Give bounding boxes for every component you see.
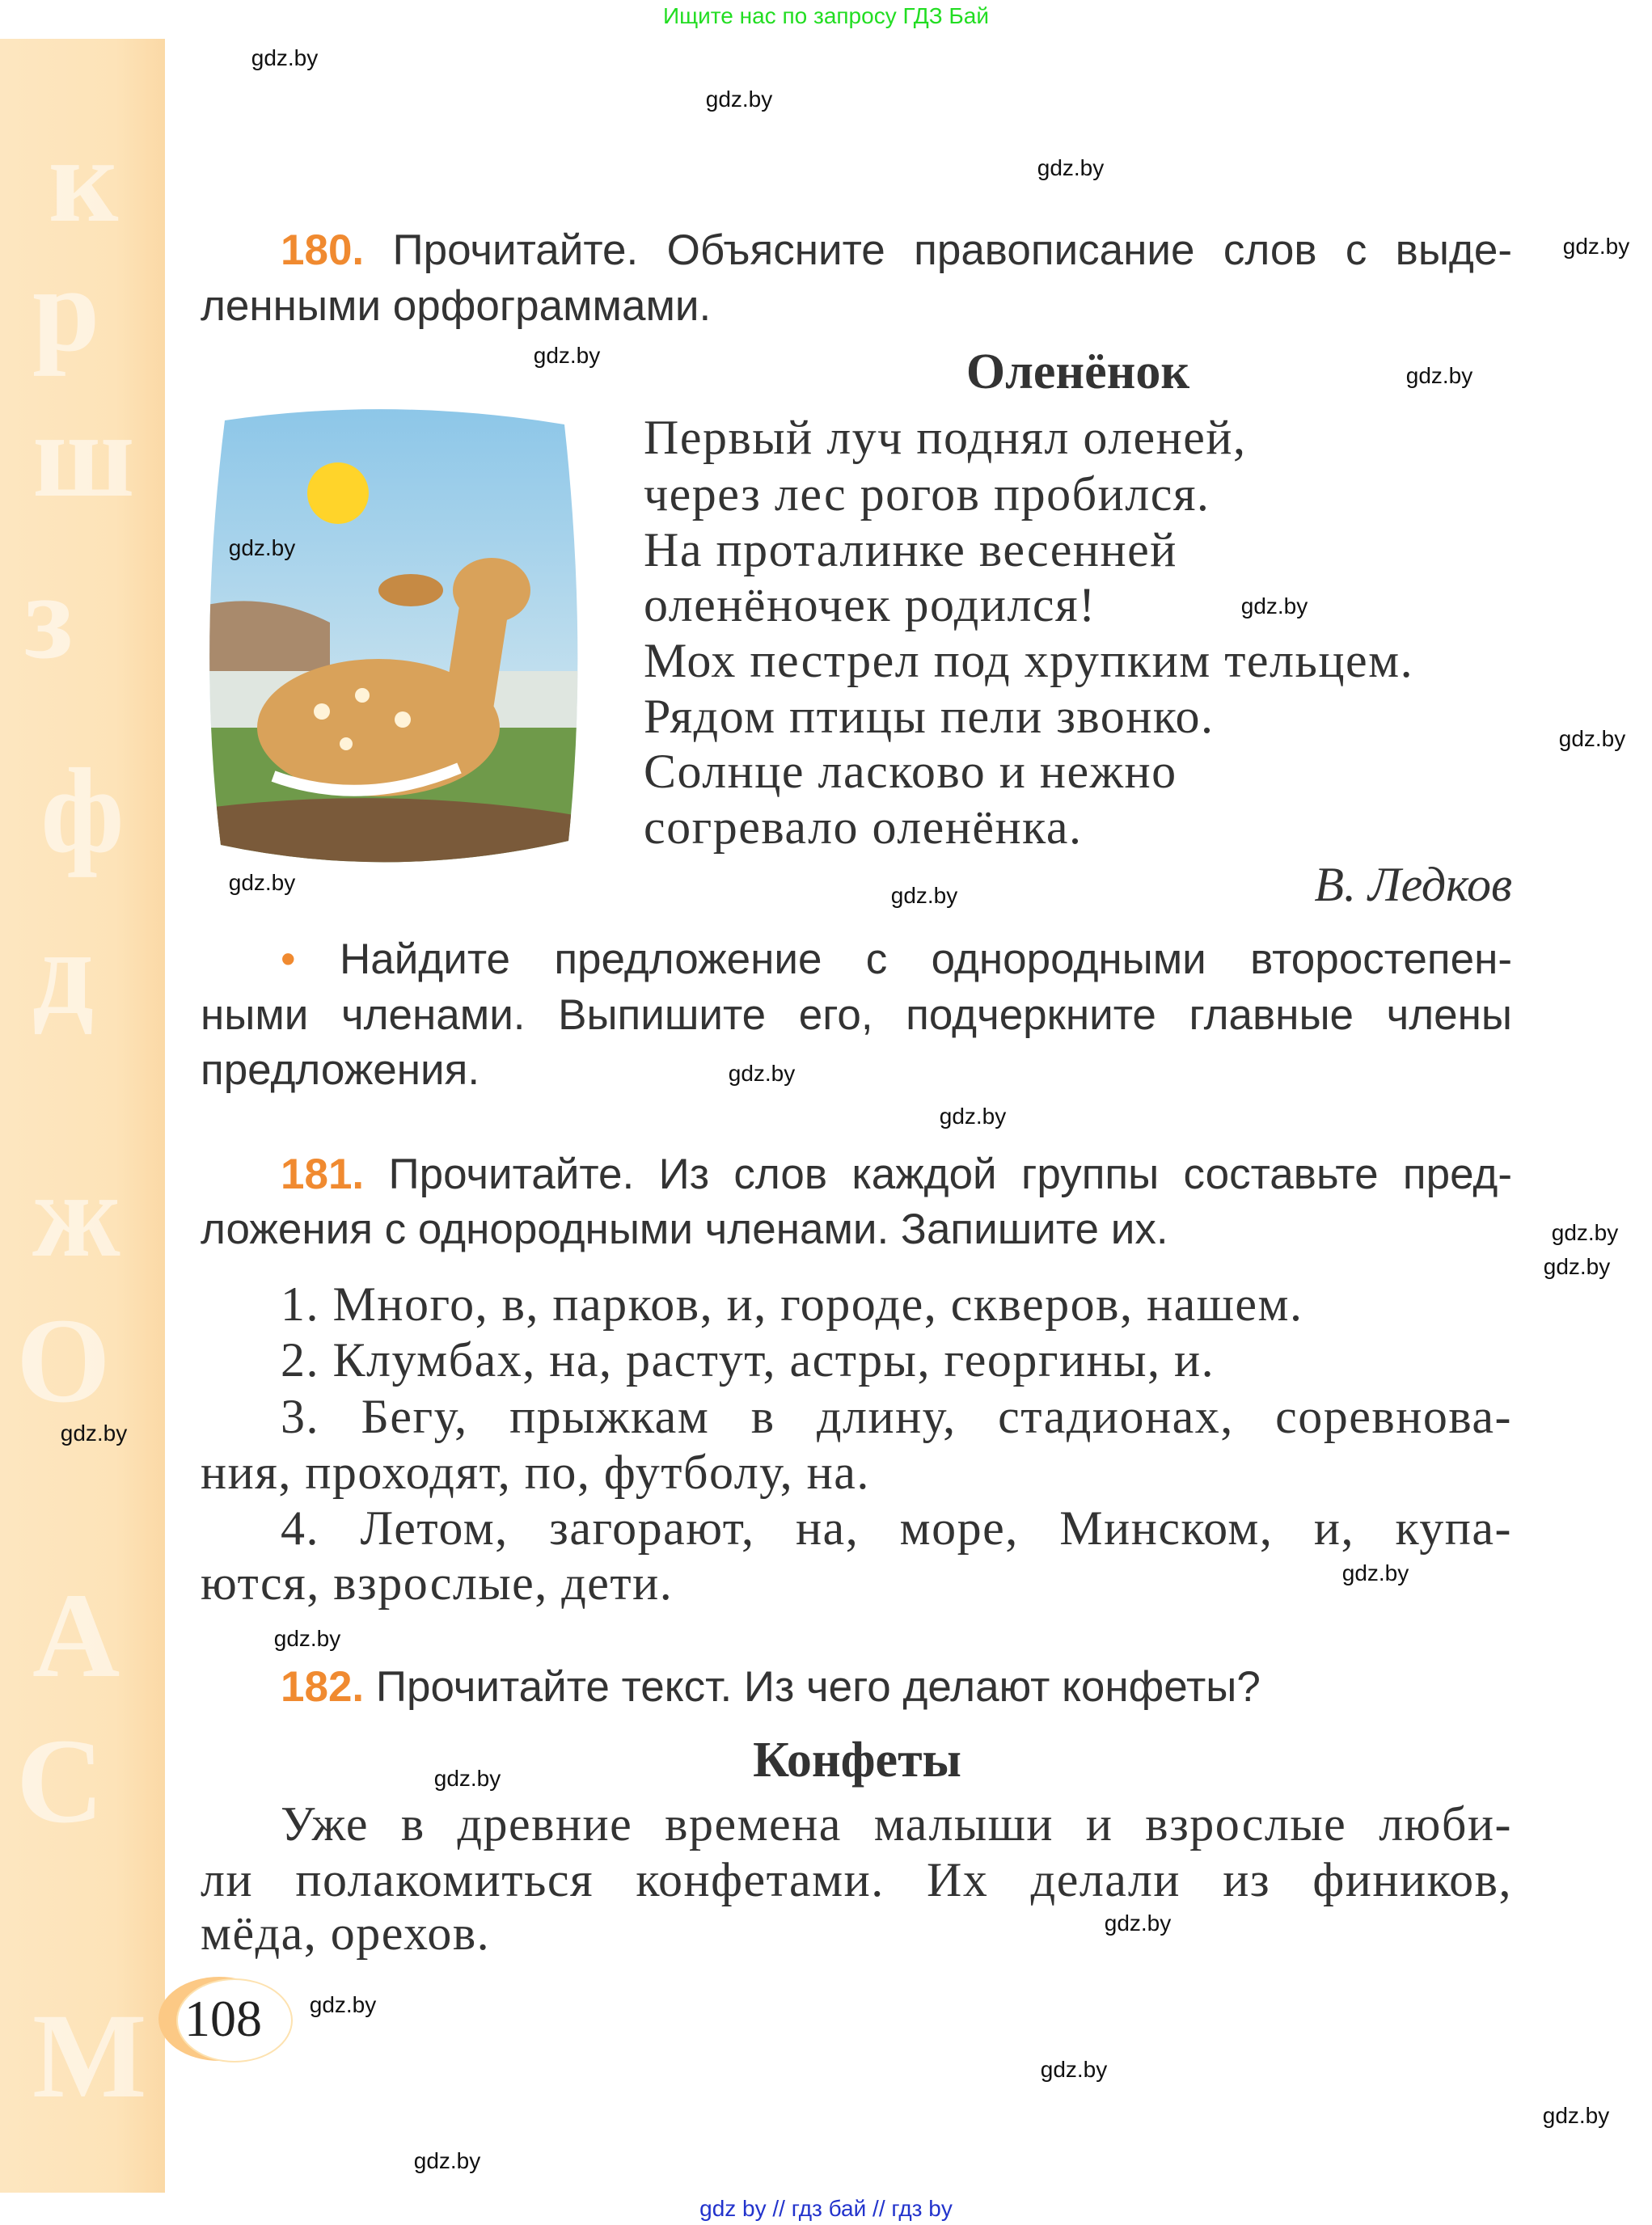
- ex181-item-1: 1. Много, в, парков, и, городе, скверов, нашем.: [281, 1277, 1303, 1331]
- poem-author: В. Ледков: [1314, 858, 1512, 911]
- watermark: gdz.by: [1341, 1560, 1409, 1585]
- watermark: gdz.by: [60, 1421, 128, 1446]
- ex181-item-4: 4. Летом, загорают, на, море, Минском, и, купа-: [281, 1501, 1512, 1555]
- ex180-instruction-line-2: ленными орфограммами.: [201, 282, 712, 330]
- ex181-text-1: Прочитайте. Из слов каждой группы составьте пред-: [388, 1150, 1512, 1198]
- watermark: gdz.by: [1543, 1254, 1611, 1279]
- page-number-badge: [158, 1977, 296, 2061]
- watermark: gdz.by: [890, 883, 958, 908]
- watermark: gdz.by: [1037, 155, 1105, 180]
- poem-title: Оленёнок: [965, 344, 1190, 399]
- watermark: gdz.by: [1240, 593, 1308, 619]
- ex181-instruction-line-1: [281, 1146, 1512, 1203]
- poem-line: Первый луч поднял оленей,: [644, 411, 1247, 464]
- watermark: gdz.by: [728, 1061, 796, 1086]
- page-number: 108: [184, 1990, 262, 2047]
- ex180-task-line-3: предложения.: [201, 1046, 480, 1094]
- watermark: gdz.by: [1405, 363, 1473, 388]
- watermark: gdz.by: [1040, 2057, 1108, 2082]
- text-title: Конфеты: [753, 1733, 961, 1788]
- poem-line: оленёночек родился!: [644, 578, 1096, 631]
- ex182-text-line-3: мёда, орехов.: [201, 1906, 491, 1960]
- ex182-text-line-2: ли полакомиться конфетами. Их делали из фиников,: [201, 1853, 1512, 1906]
- ex181-item-4-cont: ются, взрослые, дети.: [201, 1556, 674, 1610]
- watermark: gdz.by: [533, 343, 601, 368]
- watermark: gdz.by: [433, 1766, 501, 1791]
- watermark: gdz.by: [309, 1992, 377, 2017]
- search-hint: Ищите нас по запросу ГДЗ Бай: [662, 3, 990, 28]
- footer-links[interactable]: gdz by // гдз бай // гдз by: [699, 2196, 953, 2221]
- ex180-text-1: Прочитайте. Объясните правописание слов с выде-: [392, 226, 1512, 274]
- ex182-number: 182.: [281, 1663, 365, 1711]
- ex181-item-3-cont: ния, проходят, по, футболу, на.: [201, 1446, 870, 1499]
- alphabet-sidebar: к р ш з ф д ж О А С М: [0, 39, 165, 2193]
- watermark: gdz.by: [1558, 726, 1626, 751]
- watermark: gdz.by: [705, 87, 773, 112]
- ex180-task-line-1: [281, 931, 1512, 988]
- watermark: gdz.by: [228, 870, 296, 895]
- poem-line: На проталинке весенней: [644, 523, 1177, 576]
- poem-line: согревало оленёнка.: [644, 800, 1083, 854]
- watermark: gdz.by: [228, 535, 296, 560]
- watermark: gdz.by: [273, 1626, 341, 1651]
- watermark: gdz.by: [939, 1104, 1007, 1129]
- ex180-task-text-1: Найдите предложение с однородными второстепен-: [339, 935, 1512, 983]
- watermark: gdz.by: [1562, 234, 1630, 259]
- poem-line: Солнце ласково и нежно: [644, 745, 1177, 798]
- ex182-text: Прочитайте текст. Из чего делают конфеты?: [375, 1663, 1261, 1711]
- ex180-task-line-2: ными членами. Выпишите его, подчеркните главные члены: [201, 991, 1512, 1039]
- ex181-item-3: 3. Бегу, прыжкам в длину, стадионах, соревнова-: [281, 1390, 1512, 1443]
- watermark: gdz.by: [251, 45, 319, 70]
- ex182-instruction: [281, 1659, 1261, 1716]
- poem-line: Рядом птицы пели звонко.: [644, 690, 1215, 743]
- ex182-text-line-1: Уже в древние времена малыши и взрослые люби-: [281, 1797, 1512, 1851]
- ex181-item-2: 2. Клумбах, на, растут, астры, георгины, и.: [281, 1333, 1215, 1387]
- ex181-number: 181.: [281, 1150, 365, 1198]
- ex180-instruction-line-1: [281, 222, 1512, 279]
- poem-line: Мох пестрел под хрупким тельцем.: [644, 634, 1414, 687]
- fawn-illustration: [201, 404, 584, 868]
- watermark: gdz.by: [1551, 1220, 1619, 1245]
- watermark: gdz.by: [1542, 2103, 1610, 2128]
- ex181-instruction-line-2: ложения с однородными членами. Запишите их.: [201, 1205, 1168, 1253]
- poem-line: через лес рогов пробился.: [644, 467, 1210, 521]
- ex180-number: 180.: [281, 226, 365, 274]
- watermark: gdz.by: [1104, 1910, 1172, 1936]
- watermark: gdz.by: [413, 2148, 481, 2173]
- bullet-icon: •: [281, 935, 296, 983]
